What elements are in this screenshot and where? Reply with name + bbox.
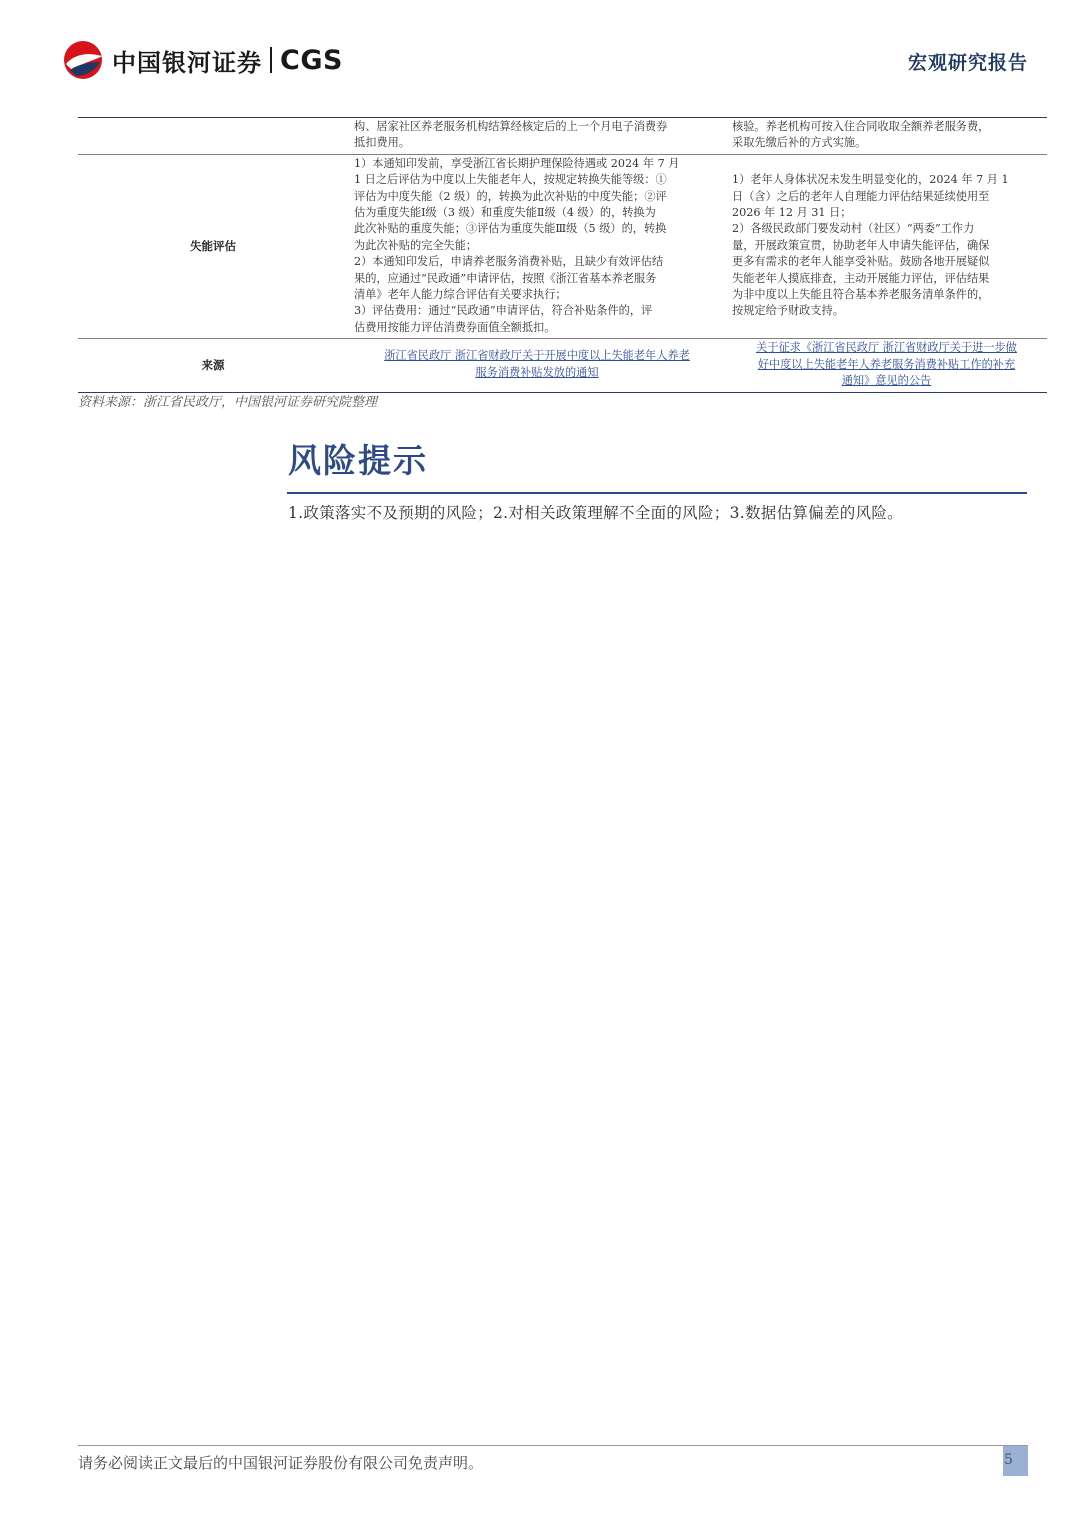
source-link-line[interactable]: 浙江省民政厅 浙江省财政厅关于开展中度以上失能老年人养老 bbox=[384, 349, 690, 363]
source-link-cell[interactable] bbox=[348, 339, 726, 392]
report-type-label: 宏观研究报告 bbox=[907, 52, 1028, 74]
cell-text-line: 量，开展政策宣贯，协助老年人申请失能评估，确保 bbox=[732, 238, 990, 252]
cell-text-line: 为非中度以上失能且符合基本养老服务清单条件的， bbox=[732, 288, 990, 302]
source-link-cell[interactable] bbox=[726, 339, 1047, 392]
cell-text-line: 按规定给予财政支持。 bbox=[732, 304, 844, 318]
footer-disclaimer: 请务必阅读正文最后的中国银河证券股份有限公司免责声明。 bbox=[78, 1454, 484, 1472]
cell-text-line: 果的，应通过“民政通”申请评估，按照《浙江省基本养老服务 bbox=[354, 271, 657, 285]
risk-section-text: 1.政策落实不及预期的风险；2.对相关政策理解不全面的风险；3.数据估算偏差的风险。 bbox=[288, 504, 903, 522]
row-label: 失能评估 bbox=[190, 238, 236, 253]
cell-text-line: 估费用按能力评估消费券面值全额抵扣。 bbox=[354, 320, 556, 334]
page-number: 5 bbox=[1004, 1452, 1013, 1468]
cell-text-line: 2026 年 12 月 31 日； bbox=[732, 206, 852, 220]
table-cell bbox=[726, 118, 1047, 155]
cell-text-line: 构、居家社区养老服务机构结算经核定后的上一个月电子消费券 bbox=[354, 120, 668, 133]
logo-chinese-text: 中国银河证券 bbox=[112, 48, 262, 77]
table-cell bbox=[348, 118, 726, 155]
cell-text-line: 1）本通知印发前，享受浙江省长期护理保险待遇或 2024 年 7 月 bbox=[354, 156, 680, 170]
cell-text-line: 清单》老年人能力综合评估有关要求执行； bbox=[354, 288, 567, 302]
table-cell bbox=[348, 154, 726, 338]
footer-divider bbox=[78, 1445, 1028, 1446]
row-label: 来源 bbox=[201, 357, 225, 372]
table-cell bbox=[726, 154, 1047, 338]
cell-text-line: 采取先缴后补的方式实施。 bbox=[732, 136, 867, 150]
cell-text-line: 日（含）之后的老年人自理能力评估结果延续使用至 bbox=[732, 189, 990, 203]
source-link-line[interactable]: 好中度以上失能老年人养老服务消费补贴工作的补充 bbox=[757, 357, 1016, 371]
cell-text-line: 评估为中度失能（2 级）的，转换为此次补贴的中度失能；②评 bbox=[354, 189, 667, 203]
source-link-line[interactable]: 服务消费补贴发放的通知 bbox=[475, 365, 599, 379]
risk-section-divider bbox=[287, 492, 1027, 494]
table-source-note: 资料来源：浙江省民政厅，中国银河证券研究院整理 bbox=[78, 395, 378, 410]
cell-text-line: 3）评估费用：通过“民政通”申请评估，符合补贴条件的，评 bbox=[354, 304, 653, 318]
cell-text-line: 1）老年人身体状况未发生明显变化的，2024 年 7 月 1 bbox=[732, 173, 1009, 187]
cell-text-line: 1 日之后评估为中度以上失能老年人，按规定转换失能等级：① bbox=[354, 173, 667, 187]
logo-divider bbox=[270, 47, 272, 73]
table-row bbox=[78, 154, 1047, 338]
risk-section-title: 风险提示 bbox=[288, 441, 428, 480]
cell-text-line: 估为重度失能Ⅰ级（3 级）和重度失能Ⅱ级（4 级）的，转换为 bbox=[354, 206, 656, 220]
logo-english-text: CGS bbox=[280, 44, 343, 76]
cell-text-line: 2）本通知印发后，申请养老服务消费补贴，且缺少有效评估结 bbox=[354, 255, 664, 269]
table-row bbox=[78, 118, 1047, 155]
cell-text-line: 抵扣费用。 bbox=[354, 136, 410, 150]
cell-text-line: 此次补贴的重度失能；③评估为重度失能Ⅲ级（5 级）的，转换 bbox=[354, 222, 667, 236]
cell-text-line: 2）各级民政部门要发动村（社区）“两委”工作力 bbox=[732, 222, 975, 236]
page-header bbox=[0, 0, 1080, 100]
cell-text-line: 失能老年人摸底排查，主动开展能力评估，评估结果 bbox=[732, 271, 990, 285]
policy-comparison-table bbox=[78, 117, 1047, 393]
cell-text-line: 核验。养老机构可按入住合同收取全额养老服务费， bbox=[732, 120, 990, 133]
cgs-logo-icon bbox=[62, 40, 104, 80]
cell-text-line: 更多有需求的老年人能享受补贴。鼓励各地开展疑似 bbox=[732, 255, 990, 269]
source-link-line[interactable]: 通知》意见的公告 bbox=[841, 374, 932, 388]
row-label bbox=[78, 118, 348, 155]
source-link-line[interactable]: 关于征求《浙江省民政厅 浙江省财政厅关于进一步做 bbox=[756, 341, 1017, 355]
cell-text-line: 为此次补贴的完全失能； bbox=[354, 238, 478, 252]
company-logo bbox=[62, 40, 343, 80]
table-row bbox=[78, 339, 1047, 392]
